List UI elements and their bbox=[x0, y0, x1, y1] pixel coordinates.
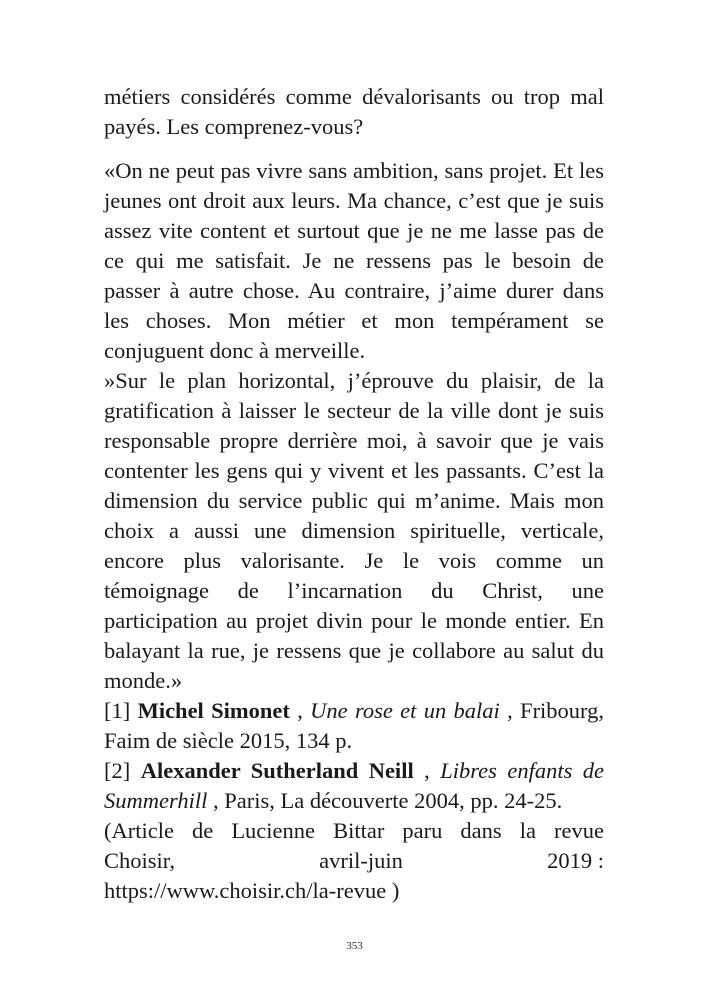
page-number: 353 bbox=[346, 940, 363, 952]
page-content bbox=[104, 82, 604, 906]
reference-author: Michel Simonet bbox=[137, 698, 290, 723]
reference-2 bbox=[104, 756, 604, 816]
article-note-line-1: (Article de Lucienne Bittar paru dans la revue bbox=[104, 818, 604, 843]
reference-separator: , bbox=[413, 758, 441, 783]
article-note-months: avril-juin bbox=[319, 848, 403, 873]
article-note-journal: Choisir, bbox=[104, 848, 175, 873]
reference-publication: , Fribourg, Faim de siècle 2015, 134 p. bbox=[104, 698, 605, 753]
paragraph-intro: métiers considérés comme dévalorisants ou trop mal payés. Les comprenez-vous? bbox=[104, 84, 604, 139]
article-note-url[interactable]: https://www.choisir.ch/la-revue ) bbox=[104, 878, 400, 903]
article-note bbox=[104, 816, 604, 906]
paragraph-quote-1: «On ne peut pas vivre sans ambition, sans projet. Et les jeunes ont droit aux leurs. Ma chance, c’est que je suis assez vite content et surtout que je ne me lasse pas de ce qui me satisfait. Je ne ressens pas le besoin de passer à autre chose. Au contraire, j’aime durer dans les choses. Mon métier et mon tempérament se conjuguent donc à merveille. bbox=[104, 158, 604, 363]
reference-title: Une rose et un balai bbox=[310, 698, 500, 723]
reference-title: Libres enfants de Summerhill bbox=[104, 758, 605, 813]
reference-separator: , bbox=[289, 698, 311, 723]
reference-marker: [2] bbox=[104, 758, 131, 783]
paragraph-quote-2: »Sur le plan horizontal, j’éprouve du plaisir, de la gratification à laisser le secteur de la ville dont je suis responsable propre derrière moi, à savoir que je vais contenter les gens qui y vivent et les passants. C’est la dimension du service public qui m’anime. Mais mon choix a aussi une dimension spirituelle, verticale, encore plus valorisante. Je le vois comme un témoignage de l’incarnation du Christ, une participation au projet divin pour le monde entier. En balayant la rue, je ressens que je collabore au salut du monde.» bbox=[104, 368, 604, 693]
article-note-line-2 bbox=[104, 846, 604, 876]
reference-marker: [1] bbox=[104, 698, 131, 723]
article-note-year: 2019 : bbox=[547, 848, 604, 873]
reference-publication: , Paris, La découverte 2004, pp. 24-25. bbox=[207, 788, 563, 813]
reference-1 bbox=[104, 696, 604, 756]
reference-author: Alexander Sutherland Neill bbox=[140, 758, 414, 783]
